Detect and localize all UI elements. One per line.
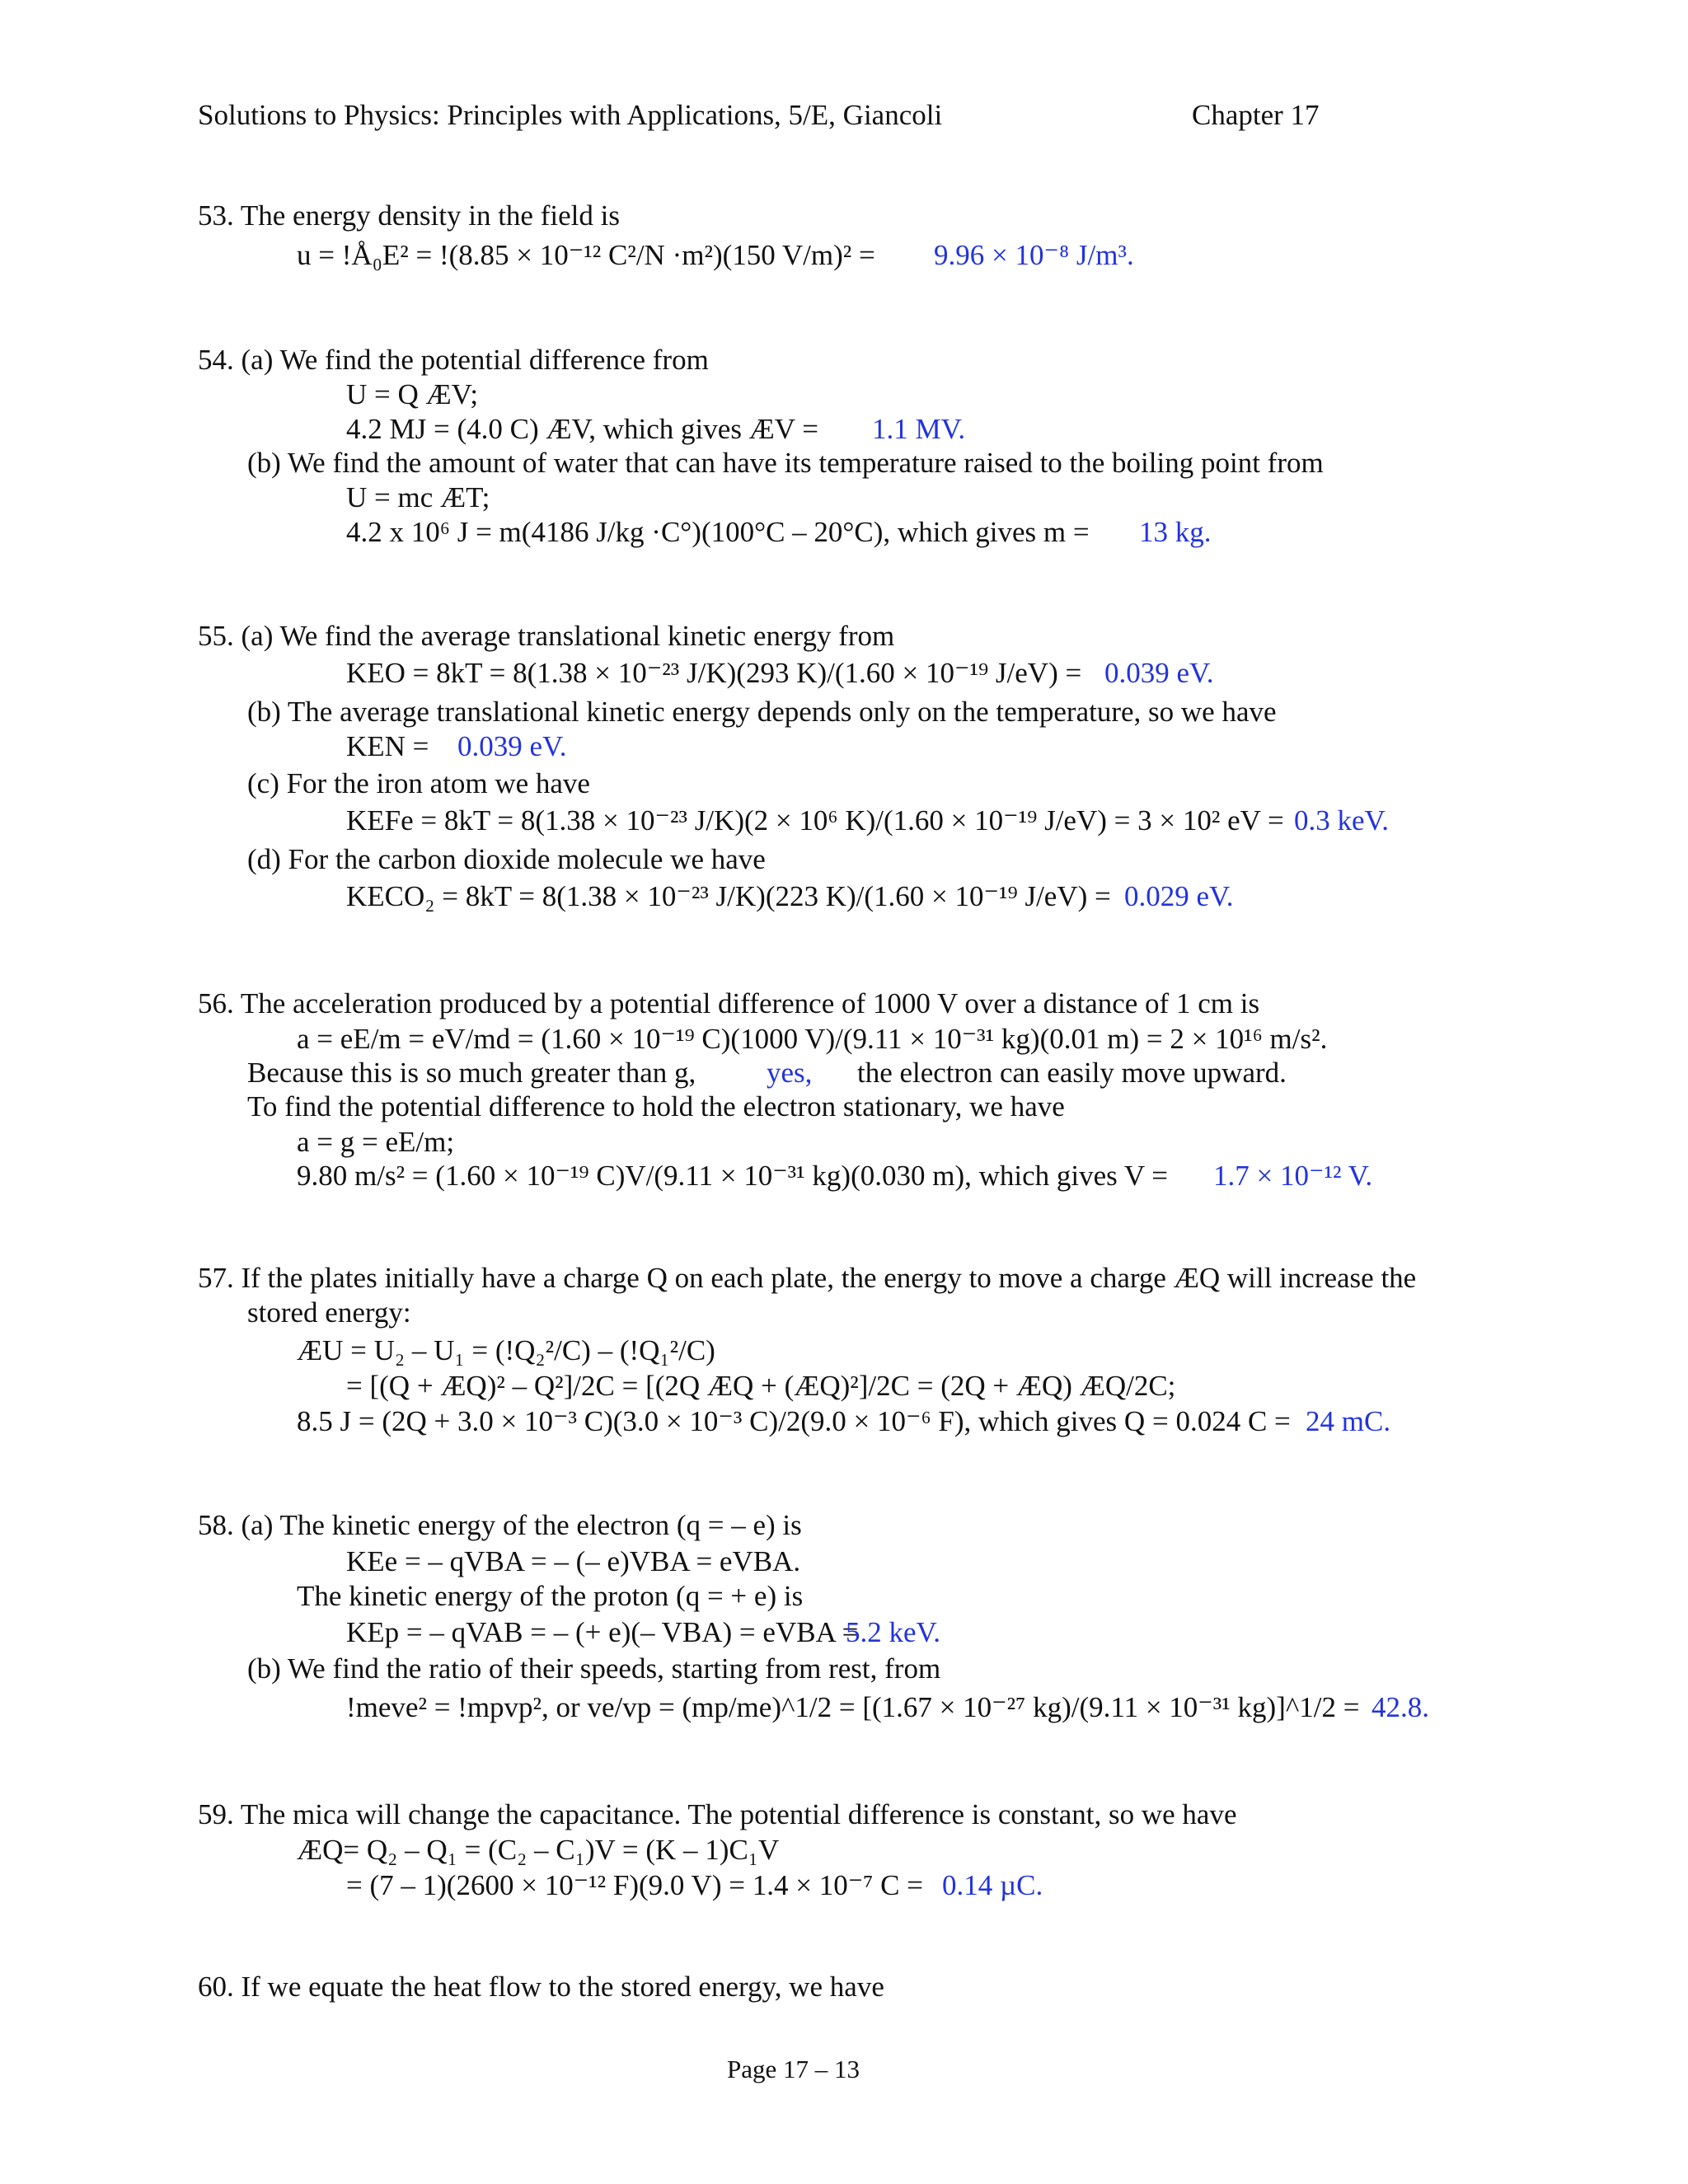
- equation-line: 4.2 x 10⁶ J = m(4186 J/kg ·C°)(100°C – 20°C), which gives m =: [346, 516, 1090, 548]
- problem-57-line: 57. If the plates initially have a charge Q on each plate, the energy to move a charge ÆQ will increase the: [198, 1262, 1417, 1294]
- problem-59-line: 59. The mica will change the capacitance. The potential difference is constant, so we have: [198, 1798, 1237, 1830]
- answer-57: 24 mC.: [1306, 1405, 1391, 1437]
- equation-line: U = mc ÆT;: [346, 481, 490, 513]
- problem-55b-line: (b) The average translational kinetic energy depends only on the temperature, so we have: [247, 696, 1277, 728]
- equation-line: KEe = – qVBA = – (– e)VBA = eVBA.: [346, 1545, 801, 1577]
- equation-line: KECO₂ = 8kT = 8(1.38 × 10⁻²³ J/K)(223 K)/(1.60 × 10⁻¹⁹ J/eV) =: [346, 880, 1111, 912]
- equation-line: 9.80 m/s² = (1.60 × 10⁻¹⁹ C)V/(9.11 × 10⁻³¹ kg)(0.030 m), which gives V =: [297, 1160, 1169, 1192]
- text-line: stored energy:: [247, 1296, 411, 1329]
- problem-60-line: 60. If we equate the heat flow to the stored energy, we have: [198, 1971, 884, 2003]
- answer-56b: 1.7 × 10⁻¹² V.: [1213, 1160, 1373, 1192]
- equation-line: a = g = eE/m;: [297, 1126, 455, 1158]
- problem-53-line: 53. The energy density in the field is: [198, 199, 620, 232]
- equation-line: KEN =: [346, 730, 429, 762]
- header-title: Solutions to Physics: Principles with Applications, 5/E, Giancoli: [198, 99, 943, 131]
- text-line: To find the potential difference to hold the electron stationary, we have: [247, 1090, 1065, 1122]
- page-number: Page 17 – 13: [727, 2055, 860, 2083]
- header-chapter: Chapter 17: [1192, 99, 1320, 131]
- equation-line: 4.2 MJ = (4.0 C) ÆV, which gives ÆV =: [346, 413, 818, 445]
- answer-55b: 0.039 eV.: [457, 730, 567, 762]
- problem-55c-line: (c) For the iron atom we have: [247, 767, 590, 799]
- equation-line: KEp = – qVAB = – (+ e)(– VBA) = eVBA =: [346, 1616, 859, 1648]
- problem-56-line: 56. The acceleration produced by a potential difference of 1000 V over a distance of 1 cm is: [198, 987, 1260, 1019]
- equation-line: 8.5 J = (2Q + 3.0 × 10⁻³ C)(3.0 × 10⁻³ C)/2(9.0 × 10⁻⁶ F), which gives Q = 0.024 C =: [297, 1405, 1291, 1437]
- answer-53: 9.96 × 10⁻⁸ J/m³.: [934, 239, 1134, 271]
- answer-58b: 42.8.: [1372, 1691, 1429, 1723]
- problem-58-line: 58. (a) The kinetic energy of the electron (q = – e) is: [198, 1509, 802, 1541]
- text-line: the electron can easily move upward.: [857, 1057, 1287, 1089]
- text-line: Because this is so much greater than g,: [247, 1057, 696, 1089]
- answer-58a: 5.2 keV.: [846, 1616, 941, 1648]
- problem-55-line: 55. (a) We find the average translational kinetic energy from: [198, 620, 895, 652]
- answer-55a: 0.039 eV.: [1104, 657, 1214, 689]
- equation-line: = [(Q + ÆQ)² – Q²]/2C = [(2Q ÆQ + (ÆQ)²]/2C = (2Q + ÆQ) ÆQ/2C;: [346, 1370, 1176, 1402]
- answer-56a: yes,: [767, 1057, 813, 1089]
- answer-59: 0.14 µC.: [942, 1869, 1043, 1901]
- problem-55d-line: (d) For the carbon dioxide molecule we have: [247, 843, 766, 875]
- equation-line: = (7 – 1)(2600 × 10⁻¹² F)(9.0 V) = 1.4 × 10⁻⁷ C =: [346, 1869, 923, 1901]
- equation-line: !meve² = !mpvp², or ve/vp = (mp/me)^1/2 = [(1.67 × 10⁻²⁷ kg)/(9.11 × 10⁻³¹ kg)]^1/2 =: [346, 1691, 1360, 1723]
- answer-54a: 1.1 MV.: [872, 413, 966, 445]
- problem-54b-line: (b) We find the amount of water that can have its temperature raised to the boiling point from: [247, 447, 1324, 479]
- equation-line: ÆU = U₂ – U₁ = (!Q₂²/C) – (!Q₁²/C): [297, 1334, 715, 1366]
- answer-54b: 13 kg.: [1139, 516, 1212, 548]
- equation-line: ÆQ= Q₂ – Q₁ = (C₂ – C₁)V = (K – 1)C₁V: [297, 1834, 780, 1866]
- problem-58b-line: (b) We find the ratio of their speeds, starting from rest, from: [247, 1652, 941, 1685]
- text-line: The kinetic energy of the proton (q = + e) is: [297, 1580, 804, 1612]
- equation-line: a = eE/m = eV/md = (1.60 × 10⁻¹⁹ C)(1000 V)/(9.11 × 10⁻³¹ kg)(0.01 m) = 2 × 10¹⁶ m/s².: [297, 1023, 1328, 1055]
- answer-55c: 0.3 keV.: [1294, 804, 1390, 837]
- equation-line: U = Q ÆV;: [346, 378, 479, 410]
- answer-55d: 0.029 eV.: [1124, 880, 1234, 912]
- problem-54-line: 54. (a) We find the potential difference from: [198, 344, 709, 376]
- equation-line: u = !Å₀E² = !(8.85 × 10⁻¹² C²/N ·m²)(150 V/m)² =: [297, 239, 875, 271]
- equation-line: KEO = 8kT = 8(1.38 × 10⁻²³ J/K)(293 K)/(1.60 × 10⁻¹⁹ J/eV) =: [346, 657, 1082, 689]
- equation-line: KEFe = 8kT = 8(1.38 × 10⁻²³ J/K)(2 × 10⁶ K)/(1.60 × 10⁻¹⁹ J/eV) = 3 × 10² eV =: [346, 804, 1284, 837]
